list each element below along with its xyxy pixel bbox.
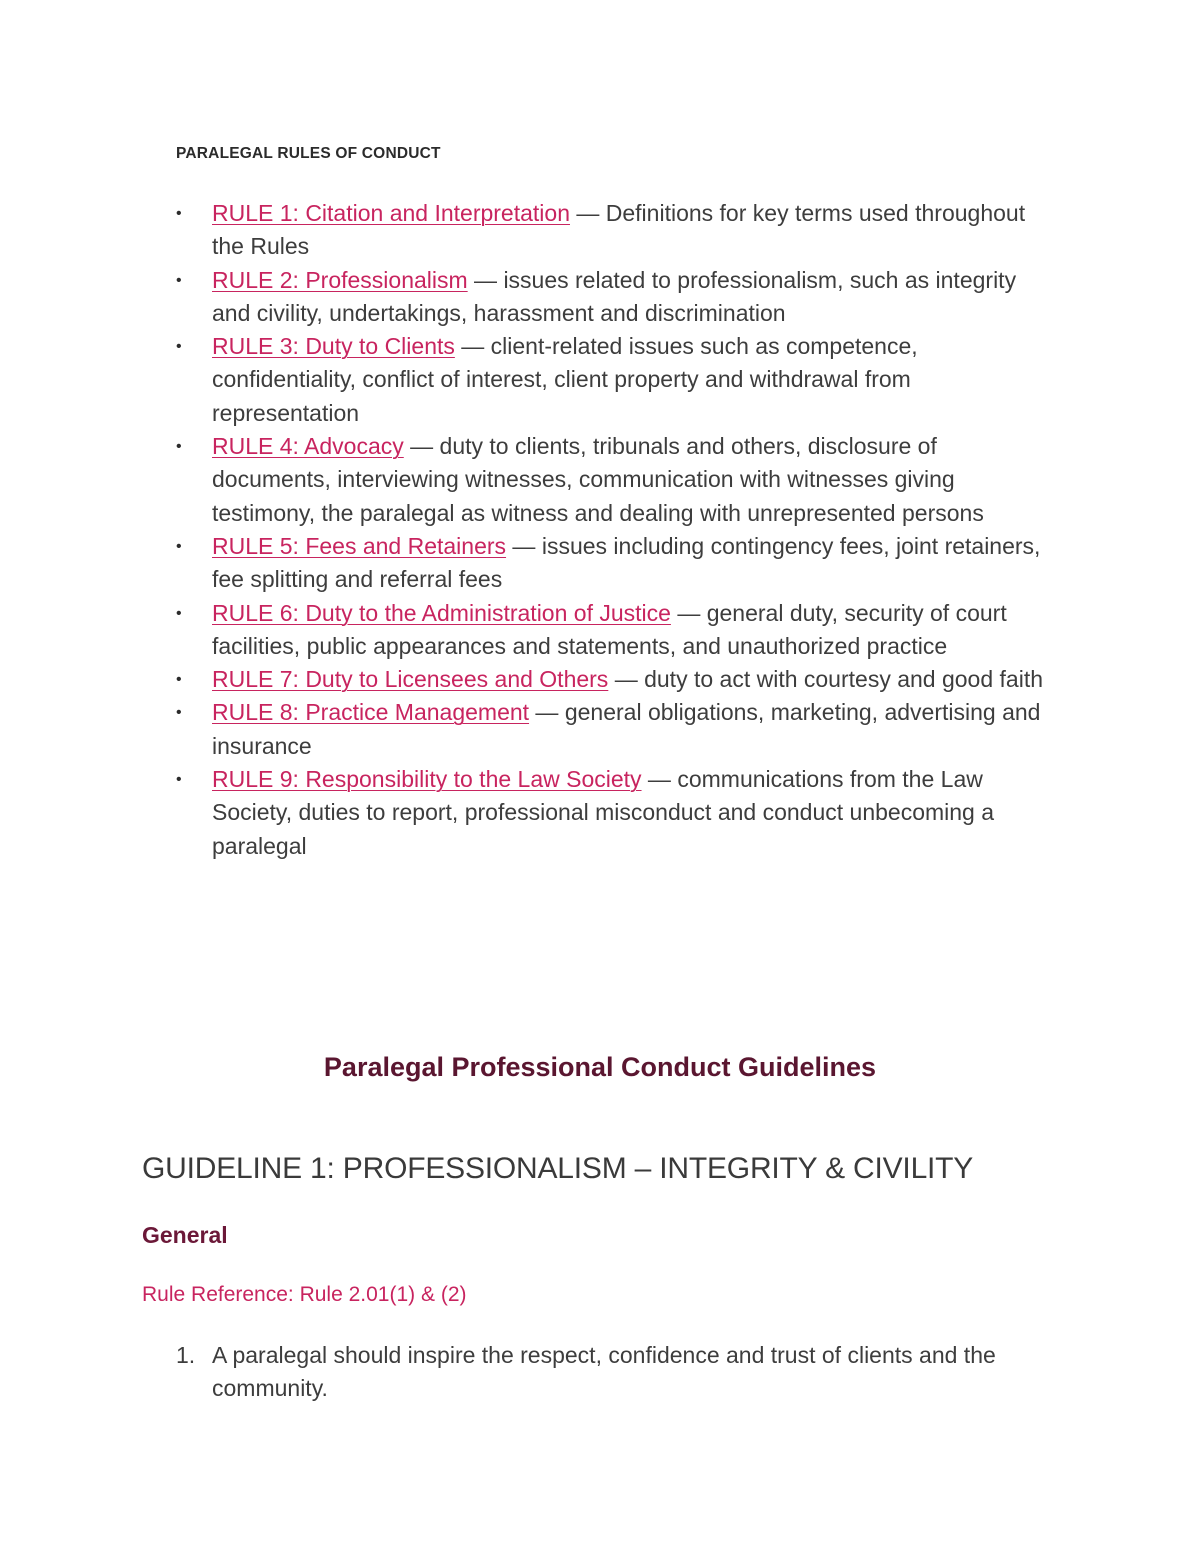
item-text: A paralegal should inspire the respect, confidence and trust of clients and the community.: [212, 1342, 996, 1402]
guideline-heading: GUIDELINE 1: PROFESSIONALISM – INTEGRITY & CIVILITY: [142, 1152, 974, 1185]
section-heading: General: [142, 1222, 228, 1248]
bullet-icon: •: [176, 671, 182, 689]
rule-description: general obligations, marketing, advertising and insurance: [212, 699, 1041, 759]
bullet-icon: •: [176, 271, 182, 289]
rule-2-link[interactable]: RULE 2: Professionalism: [212, 266, 468, 293]
rule-description: Definitions for key terms used throughout the Rules: [212, 200, 1026, 260]
separator: —: [529, 699, 565, 726]
list-item: [176, 264, 1056, 331]
rule-description: issues including contingency fees, joint retainers, fee splitting and referral fees: [212, 532, 1041, 593]
rule-description: communications from the Law Society, duties to report, professional misconduct and conduct unbecoming a paralegal: [212, 766, 995, 859]
rule-description: duty to clients, tribunals and others, disclosure of documents, interviewing witnesses, communication with witnesses giving testimony, the paralegal as witness and dealing with unrepresented persons: [212, 433, 984, 526]
bullet-icon: •: [176, 604, 182, 622]
separator: —: [403, 433, 440, 460]
list-item: [176, 197, 1056, 264]
bullet-icon: •: [176, 704, 182, 722]
page-title: PARALEGAL RULES OF CONDUCT: [176, 145, 441, 162]
list-item: [176, 430, 1056, 530]
item-number: 1.: [176, 1342, 196, 1368]
list-item: [176, 763, 1056, 863]
list-item: [176, 696, 1056, 763]
rule-description: issues related to professionalism, such as integrity and civility, undertakings, harassment and discrimination: [212, 266, 1017, 326]
rule-description: general duty, security of court facilities, public appearances and statements, and unauthorized practice: [212, 599, 1007, 659]
rule-reference: Rule Reference: Rule 2.01(1) & (2): [142, 1283, 467, 1306]
rule-8-link[interactable]: RULE 8: Practice Management: [212, 699, 530, 726]
rule-1-link[interactable]: RULE 1: Citation and Interpretation: [212, 200, 570, 226]
list-item: [176, 530, 1056, 597]
bullet-icon: •: [176, 537, 182, 555]
rule-9-link[interactable]: RULE 9: Responsibility to the Law Society: [212, 766, 642, 793]
rule-3-link[interactable]: RULE 3: Duty to Clients: [212, 333, 455, 360]
separator: —: [670, 599, 707, 626]
separator: —: [569, 200, 606, 226]
rule-description: client-related issues such as competence, confidentiality, conflict of interest, client property and withdrawal from representation: [212, 333, 918, 426]
separator: —: [454, 333, 491, 360]
separator: —: [641, 766, 678, 793]
rule-5-link[interactable]: RULE 5: Fees and Retainers: [212, 532, 507, 559]
bullet-icon: •: [176, 438, 182, 456]
list-item: [176, 597, 1056, 664]
bullet-icon: •: [176, 771, 182, 789]
rules-list: [176, 197, 1056, 863]
rule-6-link[interactable]: RULE 6: Duty to the Administration of Justice: [212, 599, 671, 626]
list-item: [176, 663, 1056, 696]
separator: —: [506, 532, 542, 559]
list-item: [176, 330, 1056, 430]
rule-7-link[interactable]: RULE 7: Duty to Licensees and Others: [212, 666, 609, 693]
guidelines-title: Paralegal Professional Conduct Guidelines: [323, 1052, 877, 1082]
bullet-icon: •: [176, 205, 182, 222]
numbered-list: [176, 1339, 1056, 1406]
rule-4-link[interactable]: RULE 4: Advocacy: [212, 433, 404, 460]
bullet-icon: •: [176, 338, 182, 356]
separator: —: [608, 666, 645, 693]
separator: —: [467, 266, 504, 293]
list-item: [176, 1339, 1056, 1406]
rule-description: duty to act with courtesy and good faith: [644, 666, 1043, 693]
